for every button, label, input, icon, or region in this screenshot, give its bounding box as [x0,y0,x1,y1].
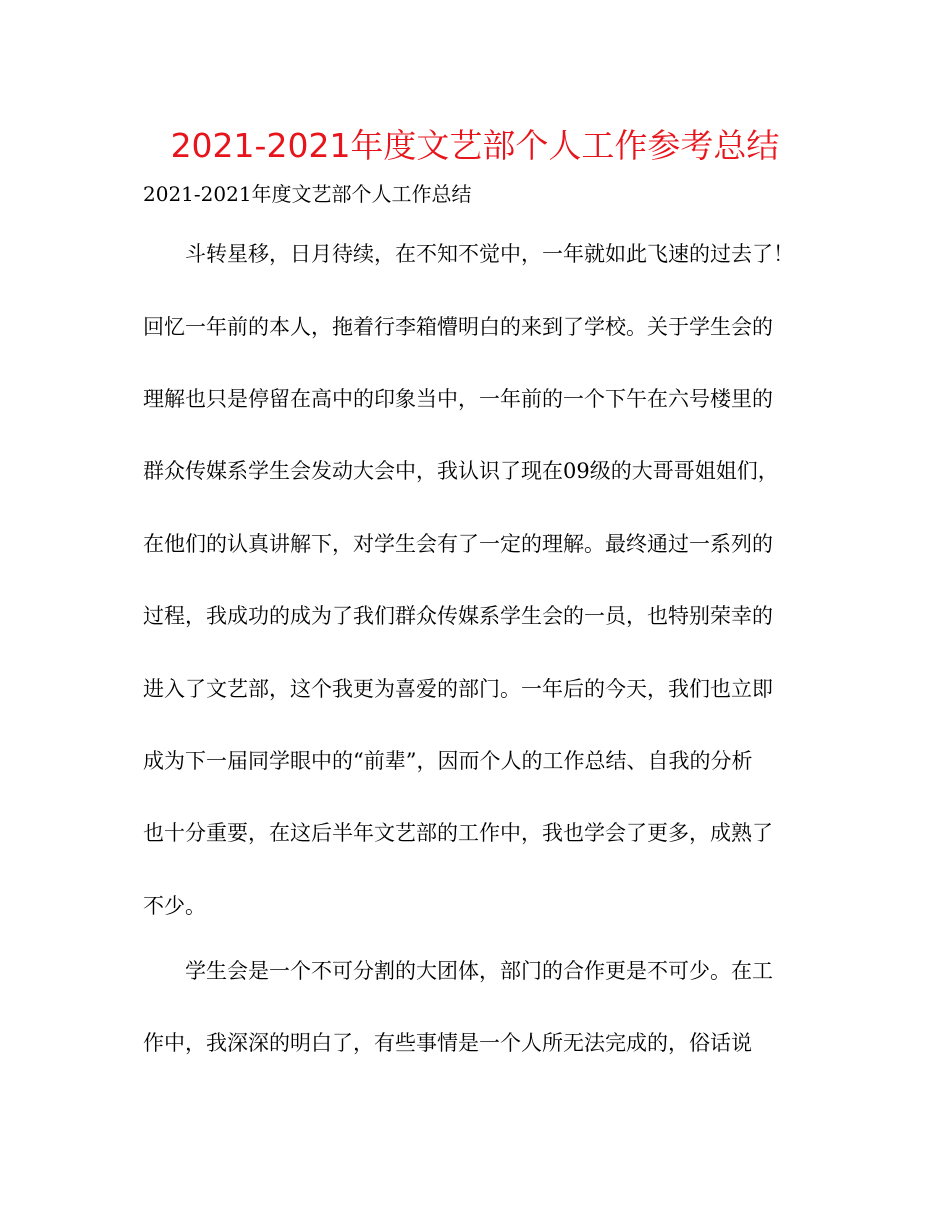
document-title: 2021-2021年度文艺部个人工作参考总结 [170,126,780,165]
paragraph-line: 不少。 [143,894,206,918]
paragraph-line: 进入了文艺部，这个我更为喜爱的部门。一年后的今天，我们也立即 [143,677,773,701]
paragraph-line: 作中，我深深的明白了，有些事情是一个人所无法完成的，俗话说 [143,1031,752,1055]
paragraph-line: 斗转星移，日月待续，在不知不觉中，一年就如此飞速的过去了！ [185,242,794,266]
paragraph-line: 也十分重要，在这后半年文艺部的工作中，我也学会了更多，成熟了 [143,821,773,845]
paragraph-line: 过程，我成功的成为了我们群众传媒系学生会的一员，也特别荣幸的 [143,604,773,628]
paragraph-line: 回忆一年前的本人，拖着行李箱懵明白的来到了学校。关于学生会的 [143,315,773,339]
paragraph-line: 学生会是一个不可分割的大团体，部门的合作更是不可少。在工 [185,959,773,983]
paragraph-line: 在他们的认真讲解下，对学生会有了一定的理解。最终通过一系列的 [143,532,773,556]
document-subtitle: 2021-2021年度文艺部个人工作总结 [143,182,472,206]
paragraph-line: 成为下一届同学眼中的“前辈”，因而个人的工作总结、自我的分析 [143,749,753,773]
paragraph-line: 理解也只是停留在高中的印象当中，一年前的一个下午在六号楼里的 [143,387,773,411]
paragraph-line: 群众传媒系学生会发动大会中，我认识了现在09级的大哥哥姐姐们， [143,459,779,483]
